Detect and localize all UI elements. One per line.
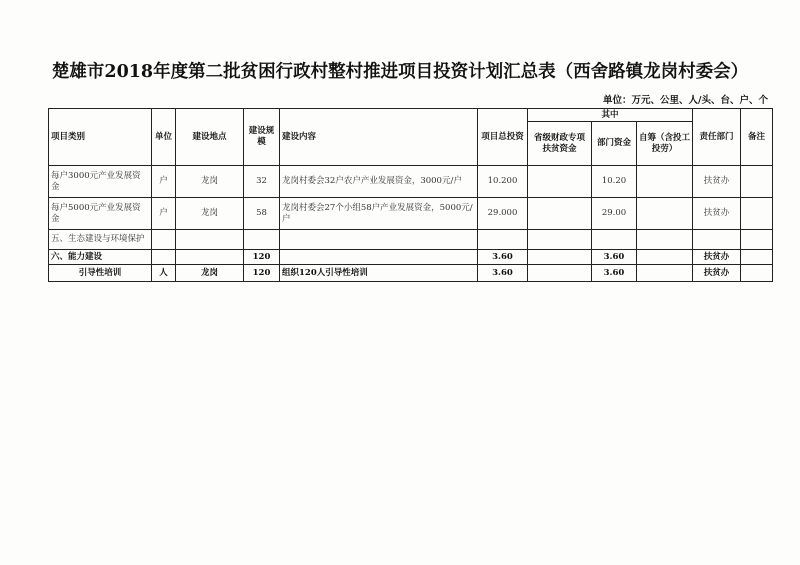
cell-self-raised [637,230,693,250]
header-remarks: 备注 [741,109,773,166]
cell-responsible [693,230,741,250]
cell-total: 3.60 [478,250,528,265]
cell-total [478,230,528,250]
cell-location [176,230,244,250]
cell-responsible: 扶贫办 [693,250,741,265]
header-provincial: 省级财政专项扶贫资金 [528,122,592,166]
cell-total: 3.60 [478,265,528,282]
cell-content [280,250,478,265]
cell-remarks [741,265,773,282]
cell-location: 龙岗 [176,198,244,230]
cell-department: 3.60 [592,265,637,282]
cell-self-raised [637,198,693,230]
header-row-top [49,109,773,122]
header-department: 部门资金 [592,122,637,166]
table-row [49,198,773,230]
cell-unit [152,250,176,265]
cell-unit: 户 [152,166,176,198]
cell-total: 29.000 [478,198,528,230]
cell-unit: 人 [152,265,176,282]
header-unit: 单位 [152,109,176,166]
cell-scale: 58 [244,198,280,230]
cell-remarks [741,230,773,250]
cell-department [592,230,637,250]
cell-provincial [528,198,592,230]
table-row [49,230,773,250]
cell-department: 10.20 [592,166,637,198]
cell-self-raised [637,265,693,282]
cell-category: 五、生态建设与环境保护 [49,230,152,250]
cell-department: 29.00 [592,198,637,230]
cell-provincial [528,265,592,282]
cell-content [280,230,478,250]
cell-provincial [528,166,592,198]
investment-table [48,108,773,282]
cell-responsible: 扶贫办 [693,166,741,198]
header-category: 项目类别 [49,109,152,166]
cell-category: 引导性培训 [49,265,152,282]
header-responsible: 责任部门 [693,109,741,166]
cell-category: 每户3000元产业发展资金 [49,166,152,198]
cell-content: 龙岗村委会27个小组58户产业发展资金，5000元/户 [280,198,478,230]
cell-category: 每户5000元产业发展资金 [49,198,152,230]
document-title: 楚雄市2018年度第二批贫困行政村整村推进项目投资计划汇总表（西舍路镇龙岗村委会） [51,62,749,82]
header-among: 其中 [528,109,693,122]
cell-responsible: 扶贫办 [693,265,741,282]
cell-unit [152,230,176,250]
cell-content: 组织120人引导性培训 [280,265,478,282]
cell-scale: 32 [244,166,280,198]
cell-scale [244,230,280,250]
header-total: 项目总投资 [478,109,528,166]
table-row [49,166,773,198]
cell-remarks [741,166,773,198]
header-scale: 建设规模 [244,109,280,166]
cell-self-raised [637,166,693,198]
cell-total: 10.200 [478,166,528,198]
cell-scale: 120 [244,250,280,265]
cell-scale: 120 [244,265,280,282]
cell-responsible: 扶贫办 [693,198,741,230]
cell-provincial [528,250,592,265]
cell-location: 龙岗 [176,166,244,198]
table-row [49,250,773,265]
header-content: 建设内容 [280,109,478,166]
unit-note: 单位：万元、公里、人/头、台、户、个 [603,95,768,106]
cell-content: 龙岗村委会32户农户产业发展资金，3000元/户 [280,166,478,198]
cell-self-raised [637,250,693,265]
cell-remarks [741,198,773,230]
cell-department: 3.60 [592,250,637,265]
cell-category: 六、能力建设 [49,250,152,265]
cell-location [176,250,244,265]
cell-remarks [741,250,773,265]
cell-provincial [528,230,592,250]
header-location: 建设地点 [176,109,244,166]
table-row [49,265,773,282]
header-self-raised: 自筹（含投工投劳） [637,122,693,166]
cell-location: 龙岗 [176,265,244,282]
cell-unit: 户 [152,198,176,230]
